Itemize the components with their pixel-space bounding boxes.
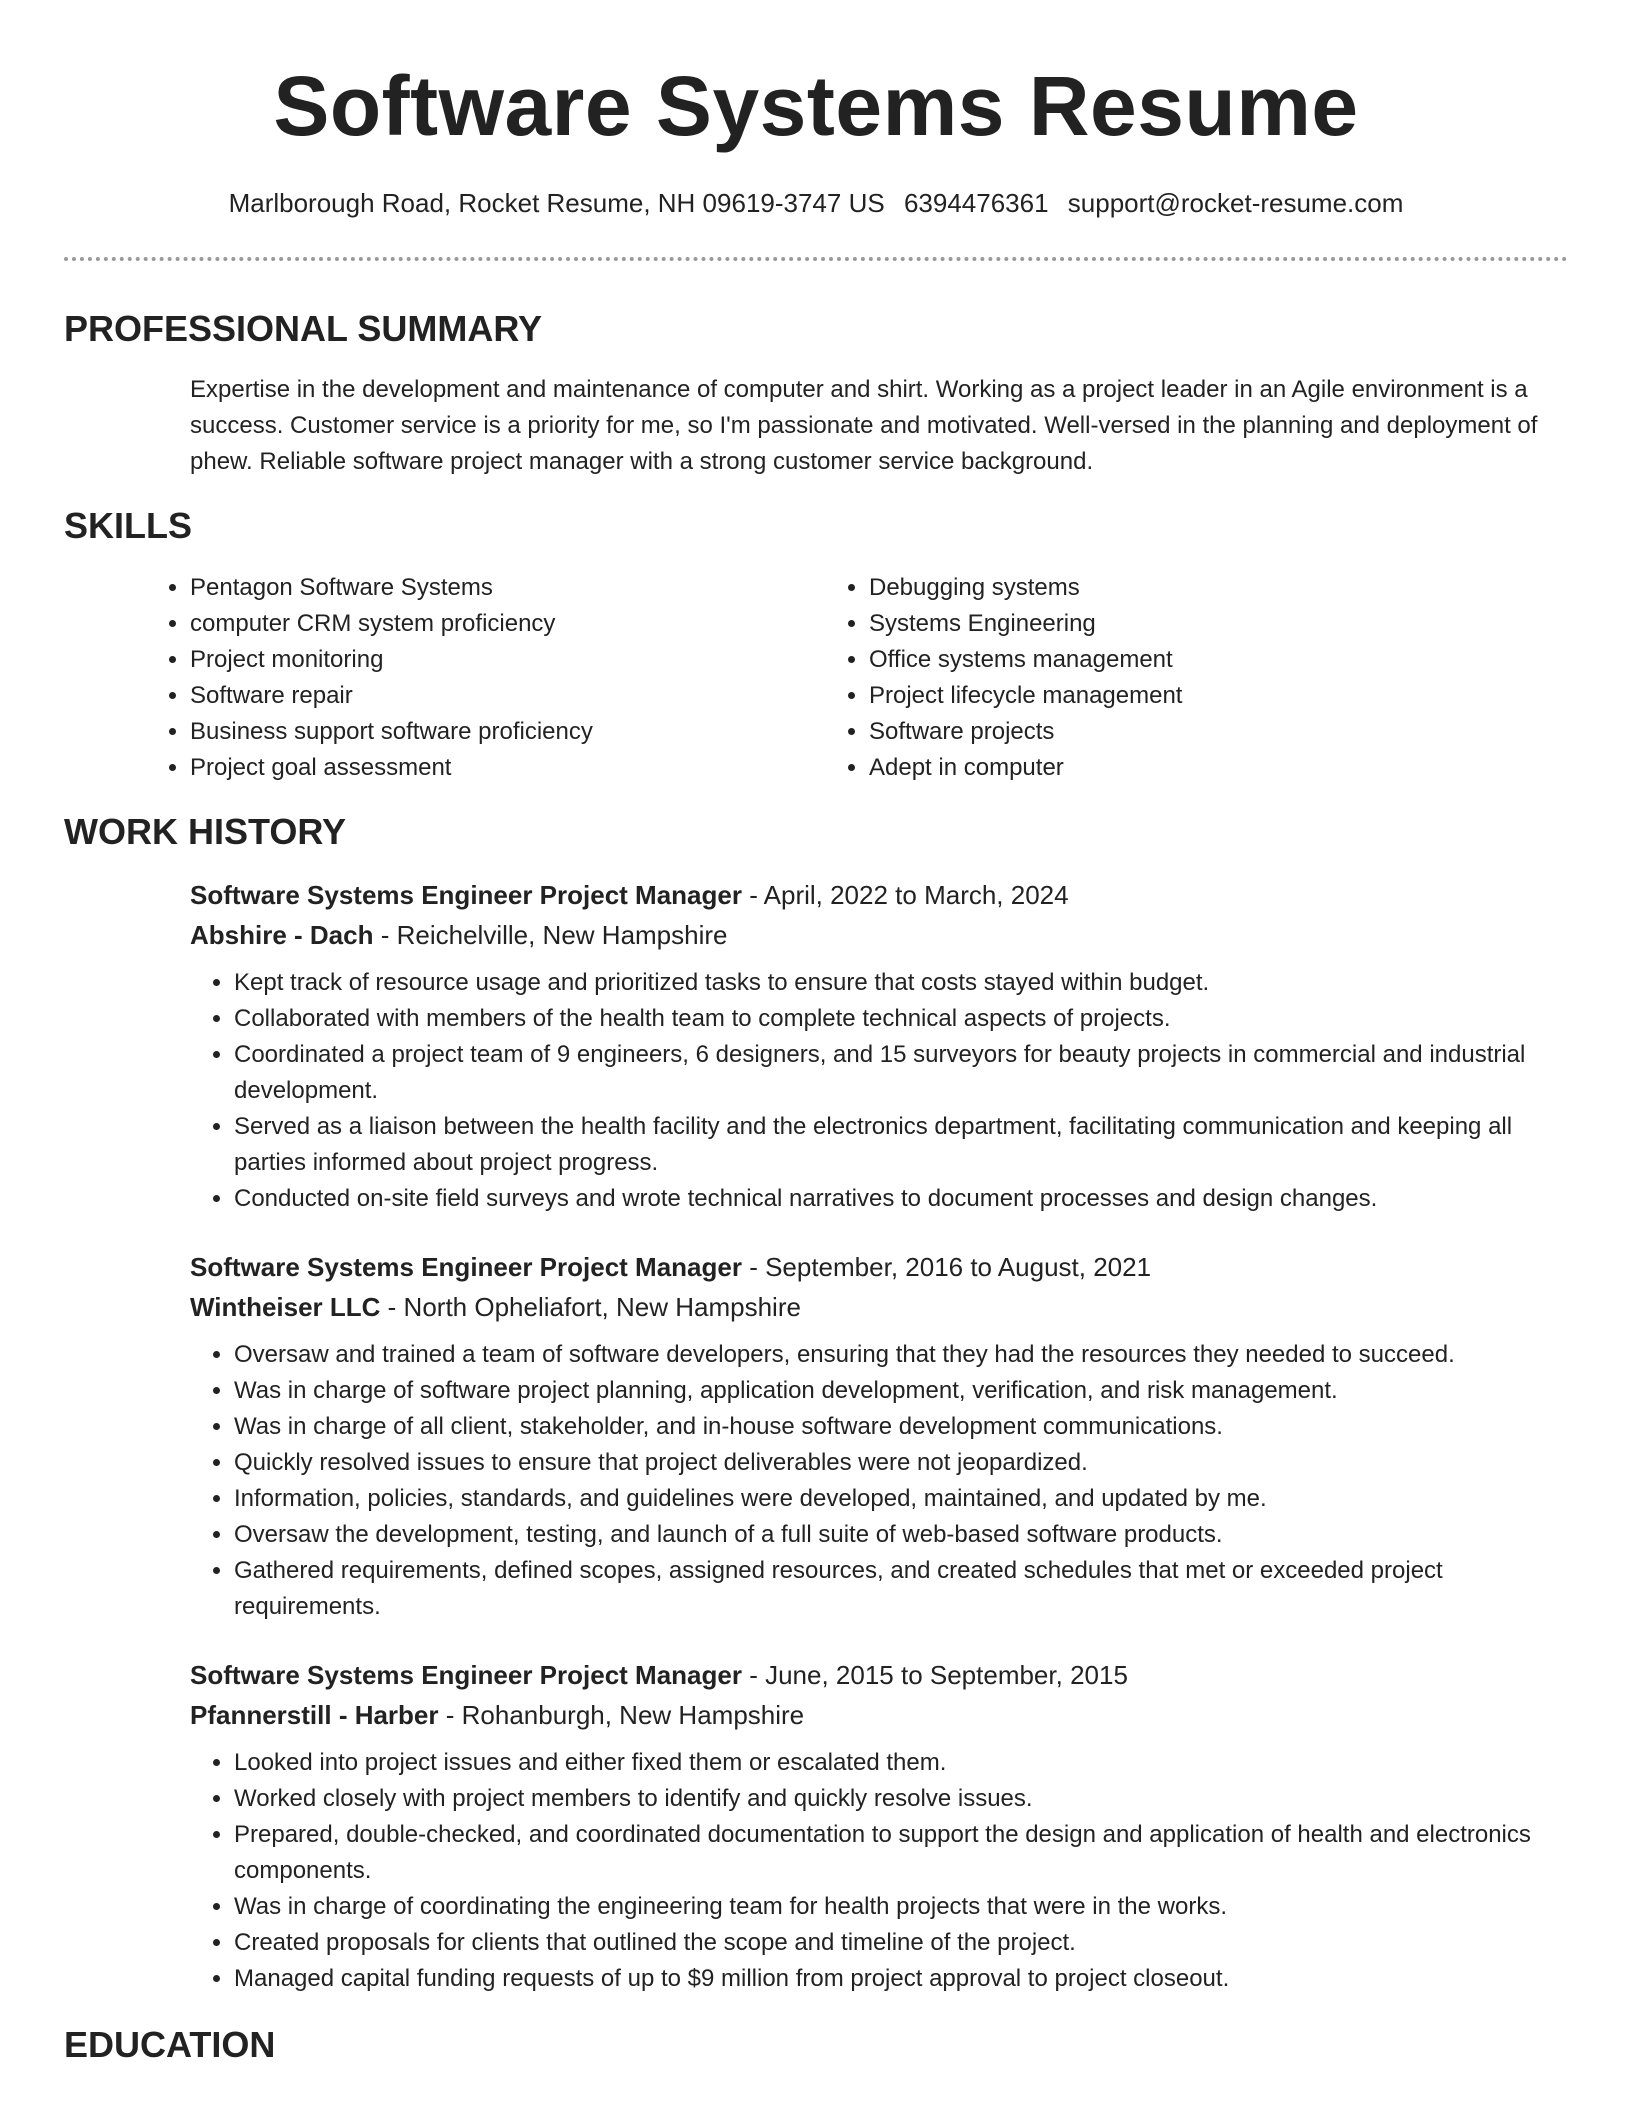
skill-item: • Software repair xyxy=(190,678,825,714)
skills-list xyxy=(64,570,1568,786)
job-bullet: • Served as a liaison between the health facility and the electronics department, facilitating communication and keeping all parties informed about project progress. xyxy=(234,1109,1568,1181)
section-heading-education: EDUCATION xyxy=(64,2023,276,2065)
job-company: Pfannerstill - Harber xyxy=(190,1699,439,1730)
job-bullet: • Worked closely with project members to identify and quickly resolve issues. xyxy=(234,1781,1568,1817)
skill-item: • Pentagon Software Systems xyxy=(190,570,825,606)
contact-email: support@rocket-resume.com xyxy=(1067,188,1404,218)
contact-line xyxy=(64,188,1568,219)
job-location: - Rohanburgh, New Hampshire xyxy=(438,1699,805,1730)
job-dates: - June, 2015 to September, 2015 xyxy=(741,1659,1128,1690)
job-title-line xyxy=(190,875,1568,915)
job-bullet: • Quickly resolved issues to ensure that project deliverables were not jeopardized. xyxy=(234,1445,1568,1481)
skills-column-left xyxy=(146,570,825,786)
job-company: Abshire - Dach xyxy=(190,919,374,950)
job-bullet: • Looked into project issues and either fixed them or escalated them. xyxy=(234,1745,1568,1781)
job-company-line xyxy=(190,1287,1568,1327)
contact-address: Marlborough Road, Rocket Resume, NH 09619-3747 US xyxy=(228,188,885,218)
job-title: Software Systems Engineer Project Manager xyxy=(190,1659,742,1690)
section-heading-skills: SKILLS xyxy=(64,505,193,547)
skills-column-right xyxy=(825,570,1182,786)
skill-item: • Project lifecycle management xyxy=(869,678,1182,714)
job-bullets xyxy=(190,965,1568,1217)
job-dates: - September, 2016 to August, 2021 xyxy=(741,1251,1152,1282)
job-bullets xyxy=(190,1745,1568,1997)
job-dates: - April, 2022 to March, 2024 xyxy=(741,879,1069,910)
job-title: Software Systems Engineer Project Manager xyxy=(190,1251,742,1282)
skill-item: • Project goal assessment xyxy=(190,750,825,786)
job-company-line xyxy=(190,915,1568,955)
section-heading-summary: PROFESSIONAL SUMMARY xyxy=(64,308,543,350)
job-bullet: • Prepared, double-checked, and coordinated documentation to support the design and application of health and electronics components. xyxy=(234,1817,1568,1889)
header-divider xyxy=(64,257,1568,261)
summary-text: Expertise in the development and maintenance of computer and shirt. Working as a project leader in an Agile environment is a success. Customer service is a priority for me, so I'm passionate and motivated. Well-versed in the planning and deployment of phew. Reliable software project manager with a strong customer service background. xyxy=(190,376,1538,476)
job-bullet: • Oversaw the development, testing, and launch of a full suite of web-based software products. xyxy=(234,1517,1568,1553)
job-title: Software Systems Engineer Project Manager xyxy=(190,879,742,910)
job-bullet: • Collaborated with members of the health team to complete technical aspects of projects. xyxy=(234,1001,1568,1037)
job-bullet: • Conducted on-site field surveys and wrote technical narratives to document processes and design changes. xyxy=(234,1181,1568,1217)
job-title-line xyxy=(190,1655,1568,1695)
job-bullet: • Kept track of resource usage and prioritized tasks to ensure that costs stayed within budget. xyxy=(234,965,1568,1001)
job-entry xyxy=(190,875,1568,1217)
skill-item: • computer CRM system proficiency xyxy=(190,606,825,642)
skill-item: • Systems Engineering xyxy=(869,606,1182,642)
job-bullets xyxy=(190,1337,1568,1625)
job-company-line xyxy=(190,1695,1568,1735)
work-history xyxy=(64,875,1568,1997)
job-bullet: • Created proposals for clients that outlined the scope and timeline of the project. xyxy=(234,1925,1568,1961)
job-title-line xyxy=(190,1247,1568,1287)
job-bullet: • Managed capital funding requests of up to $9 million from project approval to project closeout. xyxy=(234,1961,1568,1997)
skill-item: • Office systems management xyxy=(869,642,1182,678)
job-bullet: • Was in charge of coordinating the engineering team for health projects that were in the works. xyxy=(234,1889,1568,1925)
job-bullet: • Was in charge of all client, stakeholder, and in-house software development communications. xyxy=(234,1409,1568,1445)
job-company: Wintheiser LLC xyxy=(190,1291,381,1322)
job-location: - North Opheliafort, New Hampshire xyxy=(380,1291,801,1322)
job-location: - Reichelville, New Hampshire xyxy=(373,919,728,950)
skill-item: • Project monitoring xyxy=(190,642,825,678)
skill-item: • Debugging systems xyxy=(869,570,1182,606)
job-bullet: • Coordinated a project team of 9 engineers, 6 designers, and 15 surveyors for beauty projects in commercial and industrial development. xyxy=(234,1037,1568,1109)
skill-item: • Business support software proficiency xyxy=(190,714,825,750)
job-bullet: • Information, policies, standards, and guidelines were developed, maintained, and updated by me. xyxy=(234,1481,1568,1517)
skill-item: • Software projects xyxy=(869,714,1182,750)
skill-item: • Adept in computer xyxy=(869,750,1182,786)
job-bullet: • Oversaw and trained a team of software developers, ensuring that they had the resources they needed to succeed. xyxy=(234,1337,1568,1373)
section-heading-work-history: WORK HISTORY xyxy=(64,810,347,852)
contact-phone: 6394476361 xyxy=(903,188,1049,218)
job-bullet: • Was in charge of software project planning, application development, verification, and risk management. xyxy=(234,1373,1568,1409)
job-bullet: • Gathered requirements, defined scopes, assigned resources, and created schedules that met or exceeded project requirements. xyxy=(234,1553,1568,1625)
resume-title: Software Systems Resume xyxy=(273,59,1359,153)
job-entry xyxy=(190,1247,1568,1625)
job-entry xyxy=(190,1655,1568,1997)
